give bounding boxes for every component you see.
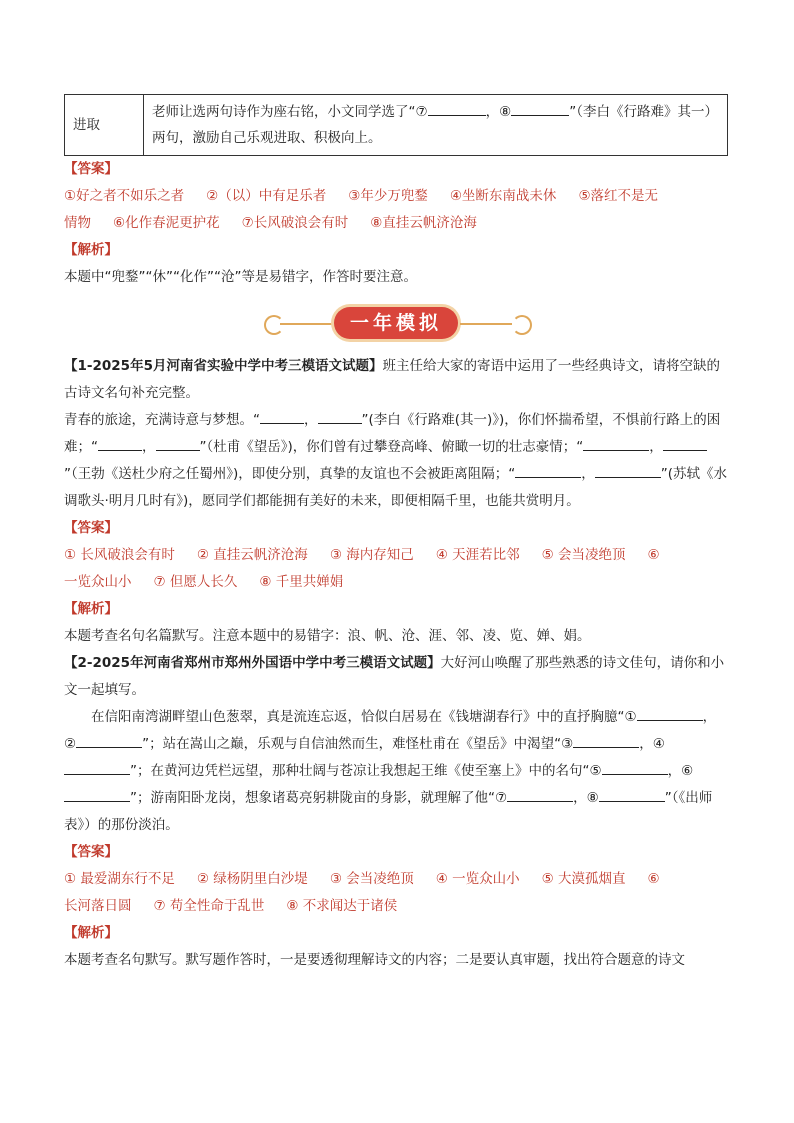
analysis-tag: 【解析】 [64, 601, 118, 617]
blank[interactable] [599, 788, 665, 803]
analysis-text: 本题考查名句默写。默写题作答时，一是要透彻理解诗文的内容；二是要认真审题，找出符合题意的诗文 [64, 952, 685, 968]
answer-line: ① 最爱湖东行不足 ② 绿杨阴里白沙堤 ③ 会当凌绝顶 ④ 一览众山小 ⑤ 大漠孤烟直 ⑥ [64, 871, 660, 887]
blank[interactable] [98, 437, 142, 452]
question-source: 【2-2025年河南省郑州市郑州外国语中学中考三模语文试题】 [64, 655, 441, 671]
answer-line: ① 长风破浪会有时 ② 直挂云帆济沧海 ③ 海内存知己 ④ 天涯若比邻 ⑤ 会当凌绝顶 ⑥ [64, 547, 660, 563]
table-content: 老师让选两句诗作为座右铭，小文同学选了“⑦ ，⑧ ”（李白《行路难》其一）两句，激励自己乐观进取、积极向上。 [144, 95, 728, 156]
ornament-icon [512, 315, 532, 335]
ornament-icon [264, 315, 284, 335]
divider [460, 323, 512, 325]
answer-line: 长河落日圆 ⑦ 苟全性命于乱世 ⑧ 不求闻达于诸侯 [64, 898, 398, 914]
analysis-tag: 【解析】 [64, 925, 118, 941]
blank[interactable] [515, 464, 581, 479]
answer-line: 一览众山小 ⑦ 但愿人长久 ⑧ 千里共婵娟 [64, 574, 344, 590]
blank-7[interactable] [428, 102, 486, 117]
page-content [64, 94, 728, 974]
analysis-text: 本题考查名句名篇默写。注意本题中的易错字：浪、帆、沧、涯、邻、凌、览、婵、娟。 [64, 628, 591, 644]
blank[interactable] [663, 437, 707, 452]
answer-tag: 【答案】 [64, 520, 118, 536]
analysis-text: 本题中“兜鍪”“休”“化作”“沧”等是易错字，作答时要注意。 [64, 269, 417, 285]
blank[interactable] [64, 788, 130, 803]
answer-tag: 【答案】 [64, 844, 118, 860]
blank[interactable] [156, 437, 200, 452]
blank[interactable] [64, 761, 130, 776]
blank[interactable] [318, 410, 362, 425]
table-label: 进取 [65, 95, 144, 156]
question-1: 【1-2025年5月河南省实验中学中考三模语文试题】班主任给大家的寄语中运用了一些经典诗文，请将空缺的古诗文名句补充完整。 [64, 358, 720, 401]
divider [280, 323, 332, 325]
question-2: 【2-2025年河南省郑州市郑州外国语中学中考三模语文试题】大好河山唤醒了那些熟悉的诗文佳句，请你和小文一起填写。 [64, 655, 725, 698]
question-source: 【1-2025年5月河南省实验中学中考三模语文试题】 [64, 358, 383, 374]
answer-line: ①好之者不如乐之者 ②（以）中有足乐者 ③年少万兜鍪 ④坐断东南战未休 ⑤落红不是无 [64, 188, 659, 204]
blank[interactable] [595, 464, 661, 479]
question-table [64, 94, 728, 156]
blank[interactable] [602, 761, 668, 776]
section-banner [64, 301, 728, 349]
section-title: 一年模拟 [334, 307, 458, 339]
question-2-body: 在信阳南湾湖畔望山色葱翠，真是流连忘返，恰似白居易在《钱塘湖春行》中的直抒胸臆“① ，② ”；站在嵩山之巅，乐观与自信油然而生，难怪杜甫在《望岳》中渴望“③ ，④”；在黄河边凭栏远望，那种壮阔与苍凉让我想起王维《使至塞上》中的名句“⑤ ，⑥”；游南阳卧龙岗，想象诸葛亮躬耕陇亩的身影，就理解了他“⑦ ，⑧ ”（《出师表》）的那份淡泊。 [64, 704, 728, 839]
blank[interactable] [637, 707, 703, 722]
blank[interactable] [260, 410, 304, 425]
answer-line: 情物 ⑥化作春泥更护花 ⑦长风破浪会有时 ⑧直挂云帆济沧海 [64, 215, 477, 231]
answer-tag: 【答案】 [64, 161, 118, 177]
table-row [65, 95, 728, 156]
question-1-body: 青春的旅途，充满诗意与梦想。“ ， ”(李白《行路难(其一)》)，你们怀揣希望，不惧前行路上的困难；“ ， ”（杜甫《望岳》)，你们曾有过攀登高峰、俯瞰一切的壮志豪情；“ ，”（王勃《送杜少府之任蜀州》)，即使分别，真挚的友谊也不会被距离阻隔；“ ， ”(苏轼《水调歌头·明月几时有》)，愿同学们都能拥有美好的未来，即便相隔千里，也能共赏明月。 [64, 407, 728, 515]
blank-8[interactable] [511, 102, 569, 117]
blank[interactable] [573, 734, 639, 749]
analysis-tag: 【解析】 [64, 242, 118, 258]
blank[interactable] [76, 734, 142, 749]
blank[interactable] [583, 437, 649, 452]
blank[interactable] [507, 788, 573, 803]
